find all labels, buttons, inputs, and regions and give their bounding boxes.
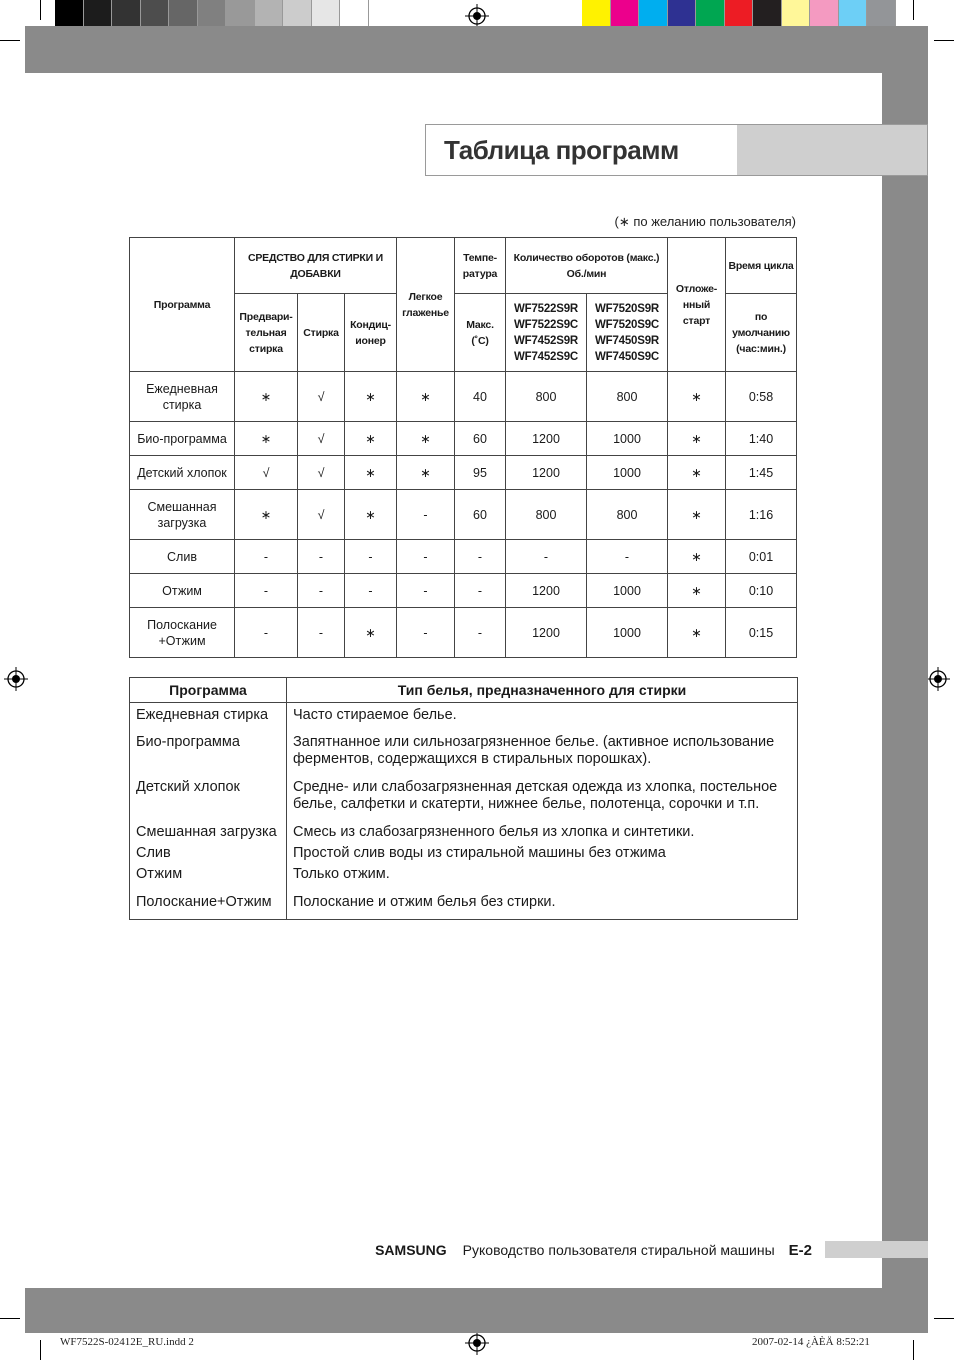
registration-mark-icon bbox=[926, 667, 950, 691]
header-temperature: Темпе-ратура bbox=[455, 238, 506, 294]
page-frame-right bbox=[882, 26, 928, 1288]
table-row bbox=[130, 819, 798, 843]
cell-prewash: √ bbox=[235, 456, 298, 490]
cell-softener: ∗ bbox=[345, 456, 397, 490]
crop-mark bbox=[40, 1340, 41, 1360]
cell-softener: ∗ bbox=[345, 608, 397, 658]
table-row bbox=[130, 490, 797, 540]
cell-temp: - bbox=[455, 540, 506, 574]
page-number: E-2 bbox=[788, 1241, 812, 1259]
cell-spin-b: 1000 bbox=[587, 574, 668, 608]
cell-easy-iron: - bbox=[397, 574, 455, 608]
cell-delay: ∗ bbox=[668, 372, 726, 422]
cell-laundry-type: Часто стираемое белье. bbox=[287, 703, 798, 730]
page-frame-bottom bbox=[25, 1288, 928, 1333]
cell-temp: - bbox=[455, 574, 506, 608]
cell-name: Отжим bbox=[130, 574, 235, 608]
cell-spin-b: 1000 bbox=[587, 422, 668, 456]
table-row bbox=[130, 864, 798, 886]
header-softener: Кондиц-ионер bbox=[345, 294, 397, 372]
registration-mark-icon bbox=[465, 4, 489, 28]
slug-date: 2007-02-14 ¿ÀÈÄ 8:52:21 bbox=[752, 1336, 870, 1348]
cell-softener: - bbox=[345, 540, 397, 574]
cell-time: 0:10 bbox=[726, 574, 797, 608]
cell-temp: - bbox=[455, 608, 506, 658]
cell-spin-b: 1000 bbox=[587, 608, 668, 658]
cell-spin-a: 800 bbox=[506, 490, 587, 540]
cell-spin-b: - bbox=[587, 540, 668, 574]
cell-prewash: ∗ bbox=[235, 372, 298, 422]
header-spin: Количество оборотов (макс.) Об./мин bbox=[506, 238, 668, 294]
header-models-b: WF7520S9R WF7520S9C WF7450S9R WF7450S9C bbox=[587, 294, 668, 372]
header-delay-start: Отложе-нный старт bbox=[668, 238, 726, 372]
cell-time: 0:58 bbox=[726, 372, 797, 422]
cell-spin-a: 1200 bbox=[506, 574, 587, 608]
table-row bbox=[130, 703, 798, 730]
cell-delay: ∗ bbox=[668, 574, 726, 608]
cell-delay: ∗ bbox=[668, 490, 726, 540]
header-program: Программа bbox=[130, 678, 287, 703]
cell-softener: ∗ bbox=[345, 422, 397, 456]
table-row bbox=[130, 843, 798, 864]
cell-delay: ∗ bbox=[668, 456, 726, 490]
cell-name: Смешанная загрузка bbox=[130, 490, 235, 540]
cell-prewash: ∗ bbox=[235, 422, 298, 456]
table-row bbox=[130, 372, 797, 422]
cell-time: 1:40 bbox=[726, 422, 797, 456]
crop-mark bbox=[913, 0, 914, 20]
cell-wash: - bbox=[298, 574, 345, 608]
cell-spin-b: 1000 bbox=[587, 456, 668, 490]
crop-mark bbox=[934, 40, 954, 41]
title-accent bbox=[737, 125, 927, 175]
table-row bbox=[130, 886, 798, 920]
crop-mark bbox=[0, 1318, 20, 1319]
cell-program: Полоскание+Отжим bbox=[130, 886, 287, 920]
page-frame-top bbox=[25, 26, 928, 73]
cell-time: 1:16 bbox=[726, 490, 797, 540]
page-title: Таблица программ bbox=[444, 135, 679, 165]
cell-spin-a: 1200 bbox=[506, 422, 587, 456]
cell-softener: - bbox=[345, 574, 397, 608]
legend-note: (∗ по желанию пользователя) bbox=[614, 214, 796, 229]
cell-laundry-type: Средне- или слабозагрязненная детская одежда из хлопка, постельное белье, салфетки и скатерти, нижнее белье, полотенца, сорочки и т.п. bbox=[287, 774, 798, 819]
brand-logo-text: SAMSUNG bbox=[375, 1242, 447, 1258]
cell-prewash: - bbox=[235, 574, 298, 608]
cell-spin-b: 800 bbox=[587, 372, 668, 422]
header-program: Программа bbox=[130, 238, 235, 372]
title-box bbox=[425, 124, 928, 176]
cell-softener: ∗ bbox=[345, 490, 397, 540]
header-cycle-time: Время цикла bbox=[726, 238, 797, 294]
cell-prewash: ∗ bbox=[235, 490, 298, 540]
cell-program: Детский хлопок bbox=[130, 774, 287, 819]
cell-laundry-type: Смесь из слабозагрязненного белья из хлопка и синтетики. bbox=[287, 819, 798, 843]
table-row bbox=[130, 422, 797, 456]
cell-program: Ежедневная стирка bbox=[130, 703, 287, 730]
cell-laundry-type: Полоскание и отжим белья без стирки. bbox=[287, 886, 798, 920]
cell-laundry-type: Простой слив воды из стиральной машины без отжима bbox=[287, 843, 798, 864]
cell-program: Смешанная загрузка bbox=[130, 819, 287, 843]
cell-program: Отжим bbox=[130, 864, 287, 886]
cell-prewash: - bbox=[235, 540, 298, 574]
cell-delay: ∗ bbox=[668, 422, 726, 456]
table-row bbox=[130, 608, 797, 658]
cell-temp: 40 bbox=[455, 372, 506, 422]
cell-spin-a: 1200 bbox=[506, 608, 587, 658]
crop-mark bbox=[0, 40, 20, 41]
cell-temp: 60 bbox=[455, 422, 506, 456]
laundry-type-table bbox=[129, 677, 798, 920]
cell-prewash: - bbox=[235, 608, 298, 658]
footer-accent bbox=[825, 1241, 928, 1258]
cell-spin-a: 800 bbox=[506, 372, 587, 422]
cell-laundry-type: Только отжим. bbox=[287, 864, 798, 886]
cell-wash: √ bbox=[298, 490, 345, 540]
cell-program: Био-программа bbox=[130, 729, 287, 774]
cell-wash: √ bbox=[298, 456, 345, 490]
cell-softener: ∗ bbox=[345, 372, 397, 422]
header-temp-max: Макс. (˚C) bbox=[455, 294, 506, 372]
cell-name: Детский хлопок bbox=[130, 456, 235, 490]
cell-temp: 60 bbox=[455, 490, 506, 540]
cell-name: Полоскание +Отжим bbox=[130, 608, 235, 658]
cell-easy-iron: ∗ bbox=[397, 456, 455, 490]
cell-spin-a: 1200 bbox=[506, 456, 587, 490]
crop-mark bbox=[913, 1340, 914, 1360]
cell-spin-b: 800 bbox=[587, 490, 668, 540]
table-row bbox=[130, 540, 797, 574]
registration-mark-icon bbox=[465, 1331, 489, 1355]
crop-mark bbox=[40, 0, 41, 20]
cell-time: 1:45 bbox=[726, 456, 797, 490]
cell-name: Слив bbox=[130, 540, 235, 574]
cell-easy-iron: - bbox=[397, 608, 455, 658]
header-cycle-default: по умолчанию (час:мин.) bbox=[726, 294, 797, 372]
cell-time: 0:15 bbox=[726, 608, 797, 658]
page-footer bbox=[330, 1240, 812, 1260]
slug-file: WF7522S-02412E_RU.indd 2 bbox=[60, 1336, 194, 1348]
header-detergent: СРЕДСТВО ДЛЯ СТИРКИ И ДОБАВКИ bbox=[235, 238, 397, 294]
cell-easy-iron: - bbox=[397, 540, 455, 574]
cell-wash: - bbox=[298, 608, 345, 658]
header-wash: Стирка bbox=[298, 294, 345, 372]
header-prewash: Предвари-тельная стирка bbox=[235, 294, 298, 372]
registration-mark-icon bbox=[4, 667, 28, 691]
table-row bbox=[130, 774, 798, 819]
table-row bbox=[130, 574, 797, 608]
cell-easy-iron: - bbox=[397, 490, 455, 540]
cell-spin-a: - bbox=[506, 540, 587, 574]
cell-temp: 95 bbox=[455, 456, 506, 490]
cell-wash: √ bbox=[298, 422, 345, 456]
header-laundry-type: Тип белья, предназначенного для стирки bbox=[287, 678, 798, 703]
cell-delay: ∗ bbox=[668, 540, 726, 574]
cell-easy-iron: ∗ bbox=[397, 372, 455, 422]
cell-name: Ежедневная стирка bbox=[130, 372, 235, 422]
crop-mark bbox=[934, 1318, 954, 1319]
manual-title: Руководство пользователя стиральной машины bbox=[462, 1242, 775, 1258]
header-easy-iron: Легкое глаженье bbox=[397, 238, 455, 372]
cell-easy-iron: ∗ bbox=[397, 422, 455, 456]
program-table bbox=[129, 237, 797, 658]
table-row bbox=[130, 729, 798, 774]
cell-time: 0:01 bbox=[726, 540, 797, 574]
cell-program: Слив bbox=[130, 843, 287, 864]
header-models-a: WF7522S9R WF7522S9C WF7452S9R WF7452S9C bbox=[506, 294, 587, 372]
cell-name: Био-программа bbox=[130, 422, 235, 456]
cell-laundry-type: Запятнанное или сильнозагрязненное белье. (активное использование ферментов, содержащихся в стиральных порошках). bbox=[287, 729, 798, 774]
cell-wash: - bbox=[298, 540, 345, 574]
table-row bbox=[130, 456, 797, 490]
cell-delay: ∗ bbox=[668, 608, 726, 658]
cell-wash: √ bbox=[298, 372, 345, 422]
